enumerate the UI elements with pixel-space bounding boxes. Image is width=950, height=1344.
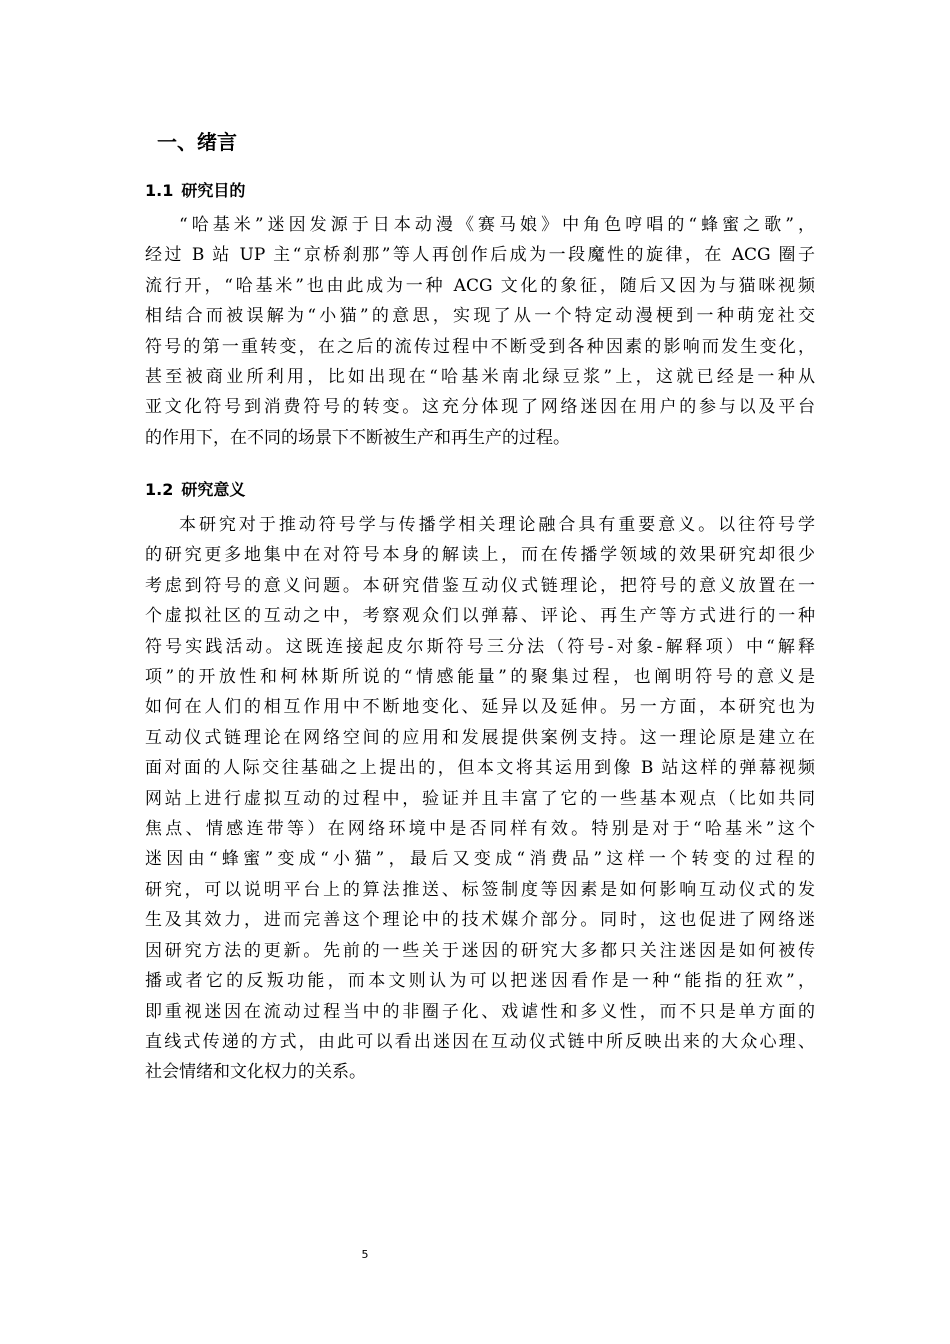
section-heading-research-significance	[145, 477, 245, 503]
paragraph-line: 迷因由“蜂蜜”变成“小猫”，最后又变成“消费品”这样一个转变的过程的	[145, 849, 815, 870]
section-heading-research-purpose	[145, 178, 245, 204]
paragraph-line: 经过 B 站 UP 主“京桥刹那”等人再创作后成为一段魔性的旋律，在 ACG 圈子	[145, 245, 815, 266]
paragraph-line: 研究，可以说明平台上的算法推送、标签制度等因素是如何影响互动仪式的发	[145, 879, 815, 900]
paragraph-line: 互动仪式链理论在网络空间的应用和发展提供案例支持。这一理论原是建立在	[145, 727, 815, 748]
paragraph-line: 播或者它的反叛功能，而本文则认为可以把迷因看作是一种“能指的狂欢”，	[145, 971, 815, 992]
paragraph-line: 相结合而被误解为“小猫”的意思，实现了从一个特定动漫梗到一种萌宠社交	[145, 306, 815, 327]
paragraph-line: 面对面的人际交往基础之上提出的，但本文将其运用到像 B 站这样的弹幕视频	[145, 758, 815, 779]
paragraph-research-purpose	[145, 210, 815, 453]
paragraph-research-significance	[145, 510, 815, 1088]
paragraph-line: 社会情绪和文化权力的关系。	[145, 1062, 366, 1083]
chapter-title: 一、绪言	[157, 130, 237, 154]
paragraph-line: 因研究方法的更新。先前的一些关于迷因的研究大多都只关注迷因是如何被传	[145, 940, 815, 961]
section-title: 研究意义	[181, 480, 246, 499]
paragraph-line: 符号实践活动。这既连接起皮尔斯符号三分法（符号-对象-解释项）中“解释	[145, 636, 815, 657]
paragraph-line: 的作用下，在不同的场景下不断被生产和再生产的过程。	[145, 427, 570, 448]
paragraph-line: 考虑到符号的意义问题。本研究借鉴互动仪式链理论，把符号的意义放置在一	[145, 575, 815, 596]
paragraph-line: 即重视迷因在流动过程当中的非圈子化、戏谑性和多义性，而不只是单方面的	[145, 1001, 815, 1022]
paragraph-line: 生及其效力，进而完善这个理论中的技术媒介部分。同时，这也促进了网络迷	[145, 910, 815, 931]
section-number: 1.1	[145, 181, 174, 200]
paragraph-line: 本研究对于推动符号学与传播学相关理论融合具有重要意义。以往符号学	[179, 515, 815, 535]
paragraph-line: 甚至被商业所利用，比如出现在“哈基米南北绿豆浆”上，这就已经是一种从	[145, 367, 815, 388]
paragraph-line: 的研究更多地集中在对符号本身的解读上，而在传播学领域的效果研究却很少	[145, 545, 815, 566]
paragraph-line: 焦点、情感连带等）在网络环境中是否同样有效。特别是对于“哈基米”这个	[145, 819, 815, 840]
paragraph-line: 亚文化符号到消费符号的转变。这充分体现了网络迷因在用户的参与以及平台	[145, 397, 815, 418]
paragraph-line: 个虚拟社区的互动之中，考察观众们以弹幕、评论、再生产等方式进行的一种	[145, 606, 815, 627]
section-title: 研究目的	[181, 181, 246, 200]
paragraph-line: 网站上进行虚拟互动的过程中，验证并且丰富了它的一些基本观点（比如共同	[145, 788, 815, 809]
paragraph-line: 符号的第一重转变，在之后的流传过程中不断受到各种因素的影响而发生变化，	[145, 336, 815, 357]
page-number: 5	[361, 1248, 369, 1261]
paragraph-line: 项”的开放性和柯林斯所说的“情感能量”的聚集过程，也阐明符号的意义是	[145, 667, 815, 688]
section-number: 1.2	[145, 480, 174, 499]
paragraph-line: 直线式传递的方式，由此可以看出迷因在互动仪式链中所反映出来的大众心理、	[145, 1031, 815, 1052]
paragraph-line: “哈基米”迷因发源于日本动漫《赛马娘》中角色哼唱的“蜂蜜之歌”，	[179, 215, 815, 235]
paragraph-line: 如何在人们的相互作用中不断地变化、延异以及延伸。另一方面，本研究也为	[145, 697, 815, 718]
paragraph-line: 流行开，“哈基米”也由此成为一种 ACG 文化的象征，随后又因为与猫咪视频	[145, 275, 815, 296]
